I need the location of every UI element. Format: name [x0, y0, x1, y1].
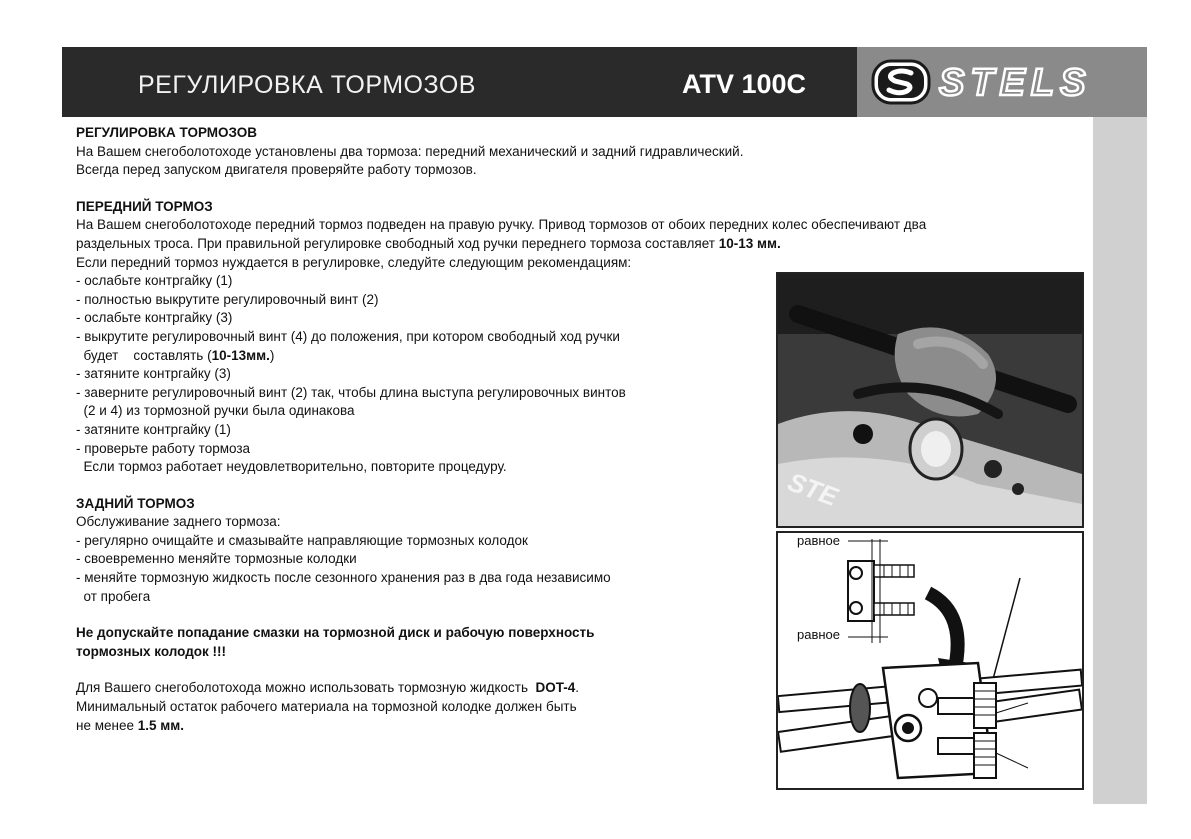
- front-step-1: - ослабьте контргайку (1): [76, 273, 233, 289]
- brand-logo: [857, 47, 1147, 117]
- fluid-line-1: [76, 679, 766, 698]
- fluid-type-value: DOT-4: [535, 680, 576, 696]
- front-step-5: - затяните контргайку (3): [76, 366, 231, 382]
- pad-min-value: 1.5 мм.: [137, 717, 184, 733]
- fluid-line-1-text: Для Вашего снегоболотохода можно использовать тормозную жидкость: [76, 680, 536, 696]
- fluid-line-3: [76, 717, 766, 736]
- front-step-8: - проверьте работу тормоза: [76, 440, 251, 456]
- brake-adjustment-diagram: [776, 531, 1084, 790]
- brake-lever-photo: [776, 272, 1084, 528]
- side-strip: [1093, 117, 1147, 804]
- svg-text:STELS: STELS: [939, 62, 1092, 104]
- front-step-6b: (2 и 4) из тормозной ручки была одинакова: [76, 403, 355, 419]
- front-step-2: - полностью выкрутите регулировочный винт (2): [76, 291, 379, 307]
- front-step-4b-text: будет составлять (: [76, 347, 212, 363]
- rear-item-3a: - меняйте тормозную жидкость после сезонного хранения раз в два года независимо: [76, 570, 611, 586]
- brake-caliper-diagram-illustration: [778, 533, 1082, 788]
- fluid-line-2: Минимальный остаток рабочего материала на тормозной колодке должен быть: [76, 699, 577, 715]
- diagram-label-equal-top: равное: [797, 533, 841, 548]
- rear-item-3b: от пробега: [76, 588, 151, 604]
- stels-wordmark: [935, 59, 1135, 105]
- page-header: [62, 47, 1147, 117]
- rear-brake-heading: ЗАДНИЙ ТОРМОЗ: [76, 495, 195, 511]
- fluid-line-3-text: не менее: [76, 717, 138, 733]
- stels-s-logo-icon: [871, 59, 931, 105]
- warning-line-2: тормозных колодок !!!: [76, 643, 227, 659]
- rear-item-2: - своевременно меняйте тормозные колодки: [76, 551, 357, 567]
- front-line-3: Если передний тормоз нуждается в регулировке, следуйте следующим рекомендациям:: [76, 254, 632, 270]
- rear-item-1: - регулярно очищайте и смазывайте направляющие тормозных колодок: [76, 532, 528, 548]
- front-step-4b: [76, 347, 766, 366]
- header-model: ATV 100C: [682, 69, 807, 99]
- front-step-6a: - заверните регулировочный винт (2) так, чтобы длина выступа регулировочных винтов: [76, 384, 626, 400]
- brake-lever-photo-illustration: [778, 274, 1082, 526]
- front-step-4b-value: 10-13мм.: [211, 347, 270, 363]
- intro-line-2: Всегда перед запуском двигателя проверяйте работу тормозов.: [76, 162, 477, 178]
- front-brake-heading: ПЕРЕДНИЙ ТОРМОЗ: [76, 198, 213, 214]
- front-step-4a: - выкрутите регулировочный винт (4) до положения, при котором свободный ход ручки: [76, 328, 620, 344]
- front-line-2: [76, 235, 1088, 254]
- diagram-label-equal-bottom: равное: [797, 627, 841, 642]
- svg-text:STE: STE: [783, 466, 842, 512]
- front-step-4b-end: ): [269, 347, 275, 363]
- front-step-9: Если тормоз работает неудовлетворительно, повторите процедуру.: [76, 459, 507, 475]
- front-step-7: - затяните контргайку (1): [76, 421, 231, 437]
- fluid-line-1-end: .: [575, 680, 580, 696]
- front-line-1: На Вашем снегоболотоходе передний тормоз подведен на правую ручку. Привод тормозов от обоих передних колес обеспечивают два: [76, 217, 927, 233]
- intro-heading: РЕГУЛИРОВКА ТОРМОЗОВ: [76, 125, 258, 140]
- front-step-3: - ослабьте контргайку (3): [76, 310, 233, 326]
- rear-line-1: Обслуживание заднего тормоза:: [76, 514, 281, 530]
- header-title: РЕГУЛИРОВКА ТОРМОЗОВ: [138, 71, 476, 99]
- front-line-2-text: раздельных троса. При правильной регулировке свободный ход ручки переднего тормоза составляет: [76, 235, 719, 251]
- intro-line-1: На Вашем снегоболотоходе установлены два тормоза: передний механический и задний гидравлический.: [76, 143, 744, 159]
- warning-line-1: Не допускайте попадание смазки на тормозной диск и рабочую поверхность: [76, 625, 595, 641]
- front-free-play-value: 10-13 мм.: [718, 235, 781, 251]
